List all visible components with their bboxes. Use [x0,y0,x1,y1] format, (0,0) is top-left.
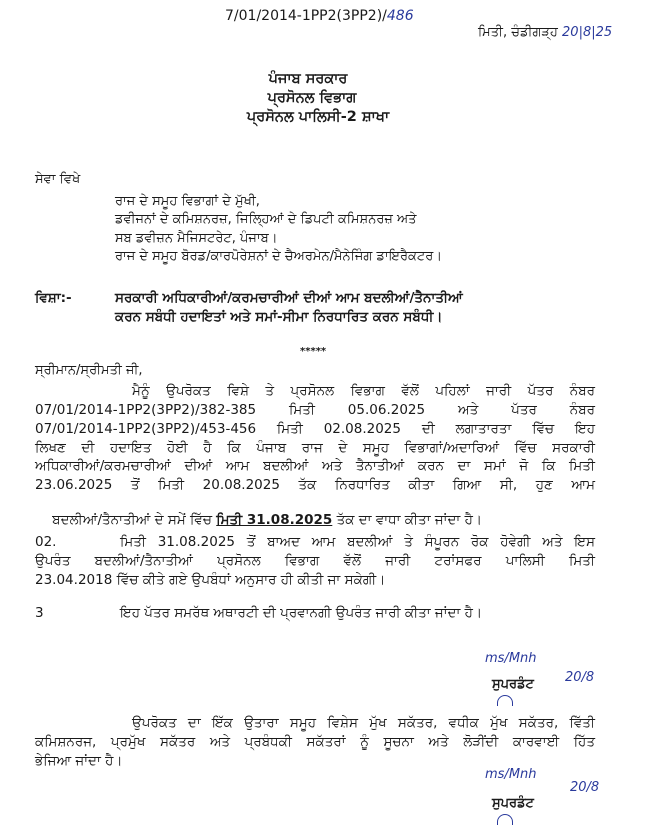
paragraph1-line: 07/01/2014-1PP2(3PP2)/382-385 ਮਿਤੀ 05.06.2025 ਅਤੇ ਪੱਤਰ ਨੰਬਰ [35,402,595,418]
paragraph1-line: ਲਿਖਣ ਦੀ ਹਦਾਇਤ ਹੋਈ ਹੈ ਕਿ ਪੰਜਾਬ ਰਾਜ ਦੇ ਸਮੂਹ ਵਿਭਾਗਾਂ/ਅਦਾਰਿਆਂ ਵਿੱਚ ਸਰਕਾਰੀ [35,440,595,456]
paragraph2-line: ਮਿਤੀ 31.08.2025 ਤੋਂ ਬਾਅਦ ਆਮ ਬਦਲੀਆਂ ਤੇ ਸੰਪੂਰਨ ਰੋਕ ਹੋਵੇਗੀ ਅਤੇ ਇਸ [120,534,595,550]
subject-line: ਕਰਨ ਸਬੰਧੀ ਹਦਾਇਤਾਂ ਅਤੇ ਸਮਾਂ-ਸੀਮਾ ਨਿਰਧਾਰਿਤ ਕਰਨ ਸਬੰਧੀ। [115,309,443,325]
signatory-title: ਸੁਪਰਡੰਟ [492,796,534,811]
date-line [478,25,612,40]
copy-note-line: ਭੇਜਿਆ ਜਾਂਦਾ ਹੈ। [35,753,123,769]
signature-scribble: ms/Mnh [485,767,537,782]
initial-mark-icon [497,814,513,825]
paragraph1-text: ਤੱਕ ਦਾ ਵਾਧਾ ਕੀਤਾ ਜਾਂਦਾ ਹੈ। [332,512,482,528]
separator-stars: ***** [300,346,327,357]
signature-date: 20/8 [565,670,595,685]
paragraph1-line: ਅਧਿਕਾਰੀਆਂ/ਕਰਮਚਾਰੀਆਂ ਦੀਆਂ ਆਮ ਬਦਲੀਆਂ ਅਤੇ ਤੈਨਾਤੀਆਂ ਕਰਨ ਦਾ ਸਮਾਂ ਜੋ ਕਿ ਮਿਤੀ [35,458,595,474]
paragraph2-line: 23.04.2018 ਵਿੱਚ ਕੀਤੇ ਗਏ ਉਪਬੰਧਾਂ ਅਨੁਸਾਰ ਹੀ ਕੀਤੀ ਜਾ ਸਕੇਗੀ। [35,572,386,588]
addressee-line: ਰਾਜ ਦੇ ਸਮੂਹ ਬੋਰਡ/ਕਾਰਪੋਰੇਸ਼ਨਾਂ ਦੇ ਚੈਅਰਮੇਨ/ਮੈਨੇਜਿੰਗ ਡਾਇਰੈਕਟਰ। [115,249,443,264]
reference-printed: 7/01/2014-1PP2(3PP2)/ [225,8,387,24]
signature-scribble: ms/Mnh [485,651,537,666]
paragraph3-text: ਇਹ ਪੱਤਰ ਸਮਰੱਥ ਅਥਾਰਟੀ ਦੀ ਪ੍ਰਵਾਨਗੀ ਉਪਰੰਤ ਜਾਰੀ ਕੀਤਾ ਜਾਂਦਾ ਹੈ। [120,605,483,621]
paragraph3-number: 3 [35,605,44,621]
paragraph2-number: 02. [35,534,57,550]
header-department: ਪ੍ਰਸੋਨਲ ਵਿਭਾਗ [267,90,357,106]
reference-handwritten-number: 486 [386,8,414,24]
paragraph2-line: ਉਪਰੰਤ ਬਦਲੀਆਂ/ਤੈਨਾਤੀਆਂ ਪ੍ਰਸੋਨਲ ਵਿਭਾਗ ਵੱਲੋਂ ਜਾਰੀ ਟਰਾਂਸਫਰ ਪਾਲਿਸੀ ਮਿਤੀ [35,553,595,569]
addressee-line: ਰਾਜ ਦੇ ਸਮੂਹ ਵਿਭਾਗਾਂ ਦੇ ਮੁੱਖੀ, [115,194,260,209]
signatory-title: ਸੁਪਰਡੰਟ [492,677,534,692]
header-branch: ਪ੍ਰਸੋਨਲ ਪਾਲਿਸੀ-2 ਸ਼ਾਖਾ [246,109,390,125]
copy-note-line: ਉਪਰੋਕਤ ਦਾ ਇੱਕ ਉਤਾਰਾ ਸਮੂਹ ਵਿਸ਼ੇਸ ਮੁੱਖ ਸਕੱਤਰ, ਵਧੀਕ ਮੁੱਖ ਸਕੱਤਰ, ਵਿੱਤੀ [132,715,595,731]
reference-number [225,8,414,24]
paragraph1-line: ਮੈਨੂੰ ਉਪਰੋਕਤ ਵਿਸ਼ੇ ਤੇ ਪ੍ਰਸੋਨਲ ਵਿਭਾਗ ਵੱਲੋਂ ਪਹਿਲਾਂ ਜਾਰੀ ਪੱਤਰ ਨੰਬਰ [132,383,595,399]
addressee-line: ਡਵੀਜਨਾਂ ਦੇ ਕਮਿਸ਼ਨਰਜ਼, ਜਿਲ੍ਹਿਆਂ ਦੇ ਡਿਪਟੀ ਕਮਿਸ਼ਨਰਜ਼ ਅਤੇ [115,212,417,227]
date-label: ਮਿਤੀ, ਚੰਡੀਗੜ੍ਹ [478,25,558,40]
paragraph1-text: ਬਦਲੀਆਂ/ਤੈਨਾਤੀਆਂ ਦੇ ਸਮੇਂ ਵਿੱਚ [52,512,217,528]
signature-date: 20/8 [570,780,600,795]
header-government: ਪੰਜਾਬ ਸਰਕਾਰ [268,71,348,87]
extended-deadline: ਮਿਤੀ 31.08.2025 [216,512,333,528]
addressee-label: ਸੇਵਾ ਵਿਖੇ [35,172,81,187]
copy-note-line: ਕਮਿਸ਼ਨਰਜ, ਪ੍ਰਮੁੱਖ ਸਕੱਤਰ ਅਤੇ ਪ੍ਰਬੰਧਕੀ ਸਕੱਤਰਾਂ ਨੂੰ ਸੂਚਨਾ ਅਤੇ ਲੋੜੀਂਦੀ ਕਾਰਵਾਈ ਹਿੱਤ [35,734,595,750]
handwritten-date: 20|8|25 [562,25,613,40]
subject-label: ਵਿਸ਼ਾ:- [35,290,72,306]
paragraph1-line: 23.06.2025 ਤੋਂ ਮਿਤੀ 20.08.2025 ਤੱਕ ਨਿਰਧਾਰਿਤ ਕੀਤਾ ਗਿਆ ਸੀ, ਹੁਣ ਆਮ [35,477,595,493]
addressee-line: ਸਬ ਡਵੀਜ਼ਨ ਮੈਜਿਸਟਰੇਟ, ਪੰਜਾਬ। [115,231,278,246]
initial-mark-icon [497,695,513,706]
salutation: ਸ੍ਰੀਮਾਨ/ਸ੍ਰੀਮਤੀ ਜੀ, [35,363,143,378]
subject-line: ਸਰਕਾਰੀ ਅਧਿਕਾਰੀਆਂ/ਕਰਮਚਾਰੀਆਂ ਦੀਆਂ ਆਮ ਬਦਲੀਆਂ/ਤੈਨਾਤੀਆਂ [115,290,463,306]
paragraph1-line: 07/01/2014-1PP2(3PP2)/453-456 ਮਿਤੀ 02.08.2025 ਦੀ ਲਗਾਤਾਰਤਾ ਵਿੱਚ ਇਹ [35,421,595,437]
